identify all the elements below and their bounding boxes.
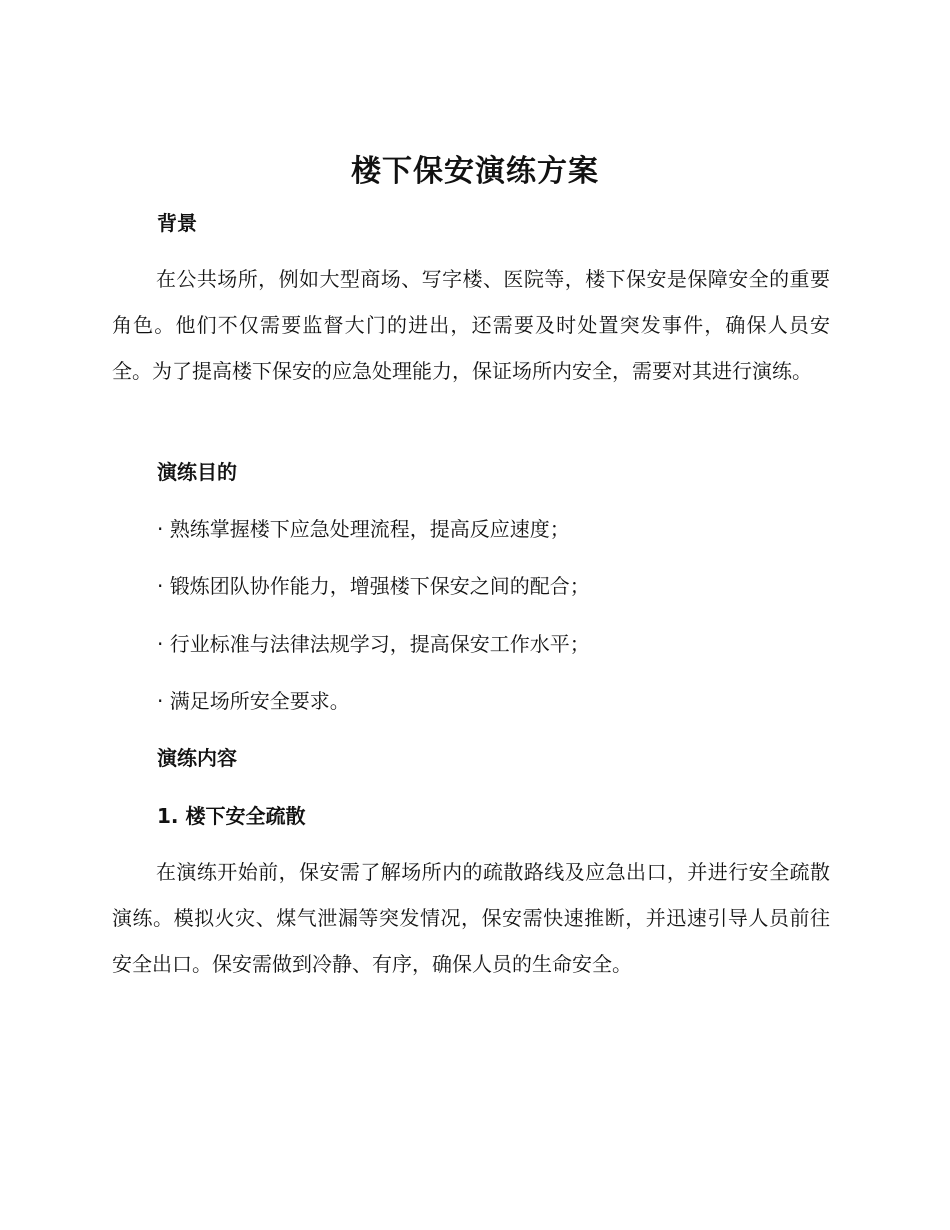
background-paragraph: 在公共场所，例如大型商场、写字楼、医院等，楼下保安是保障安全的重要角色。他们不仅需要监督大门的进出，还需要及时处置突发事件，确保人员安全。为了提高楼下保安的应急处理能力，保证场所内安全，需要对其进行演练。: [112, 267, 830, 383]
evacuation-paragraph: 在演练开始前，保安需了解场所内的疏散路线及应急出口，并进行安全疏散演练。模拟火灾、煤气泄漏等突发情况，保安需快速推断，并迅速引导人员前往安全出口。保安需做到冷静、有序，确保人员的生命安全。: [112, 860, 830, 976]
section-heading-background: 背景: [157, 211, 197, 235]
section-heading-purpose: 演练目的: [157, 460, 237, 484]
purpose-list-item: · 熟练掌握楼下应急处理流程，提高反应速度；: [157, 517, 570, 541]
purpose-list-item: · 锻炼团队协作能力，增强楼下保安之间的配合；: [157, 574, 590, 598]
purpose-list-item: · 行业标准与法律法规学习，提高保安工作水平；: [157, 632, 590, 656]
section-heading-content: 演练内容: [157, 746, 237, 770]
subsection-heading-evacuation: 1. 楼下安全疏散: [157, 804, 306, 828]
document-title: 楼下保安演练方案: [351, 154, 599, 189]
purpose-list-item: · 满足场所安全要求。: [157, 689, 350, 713]
